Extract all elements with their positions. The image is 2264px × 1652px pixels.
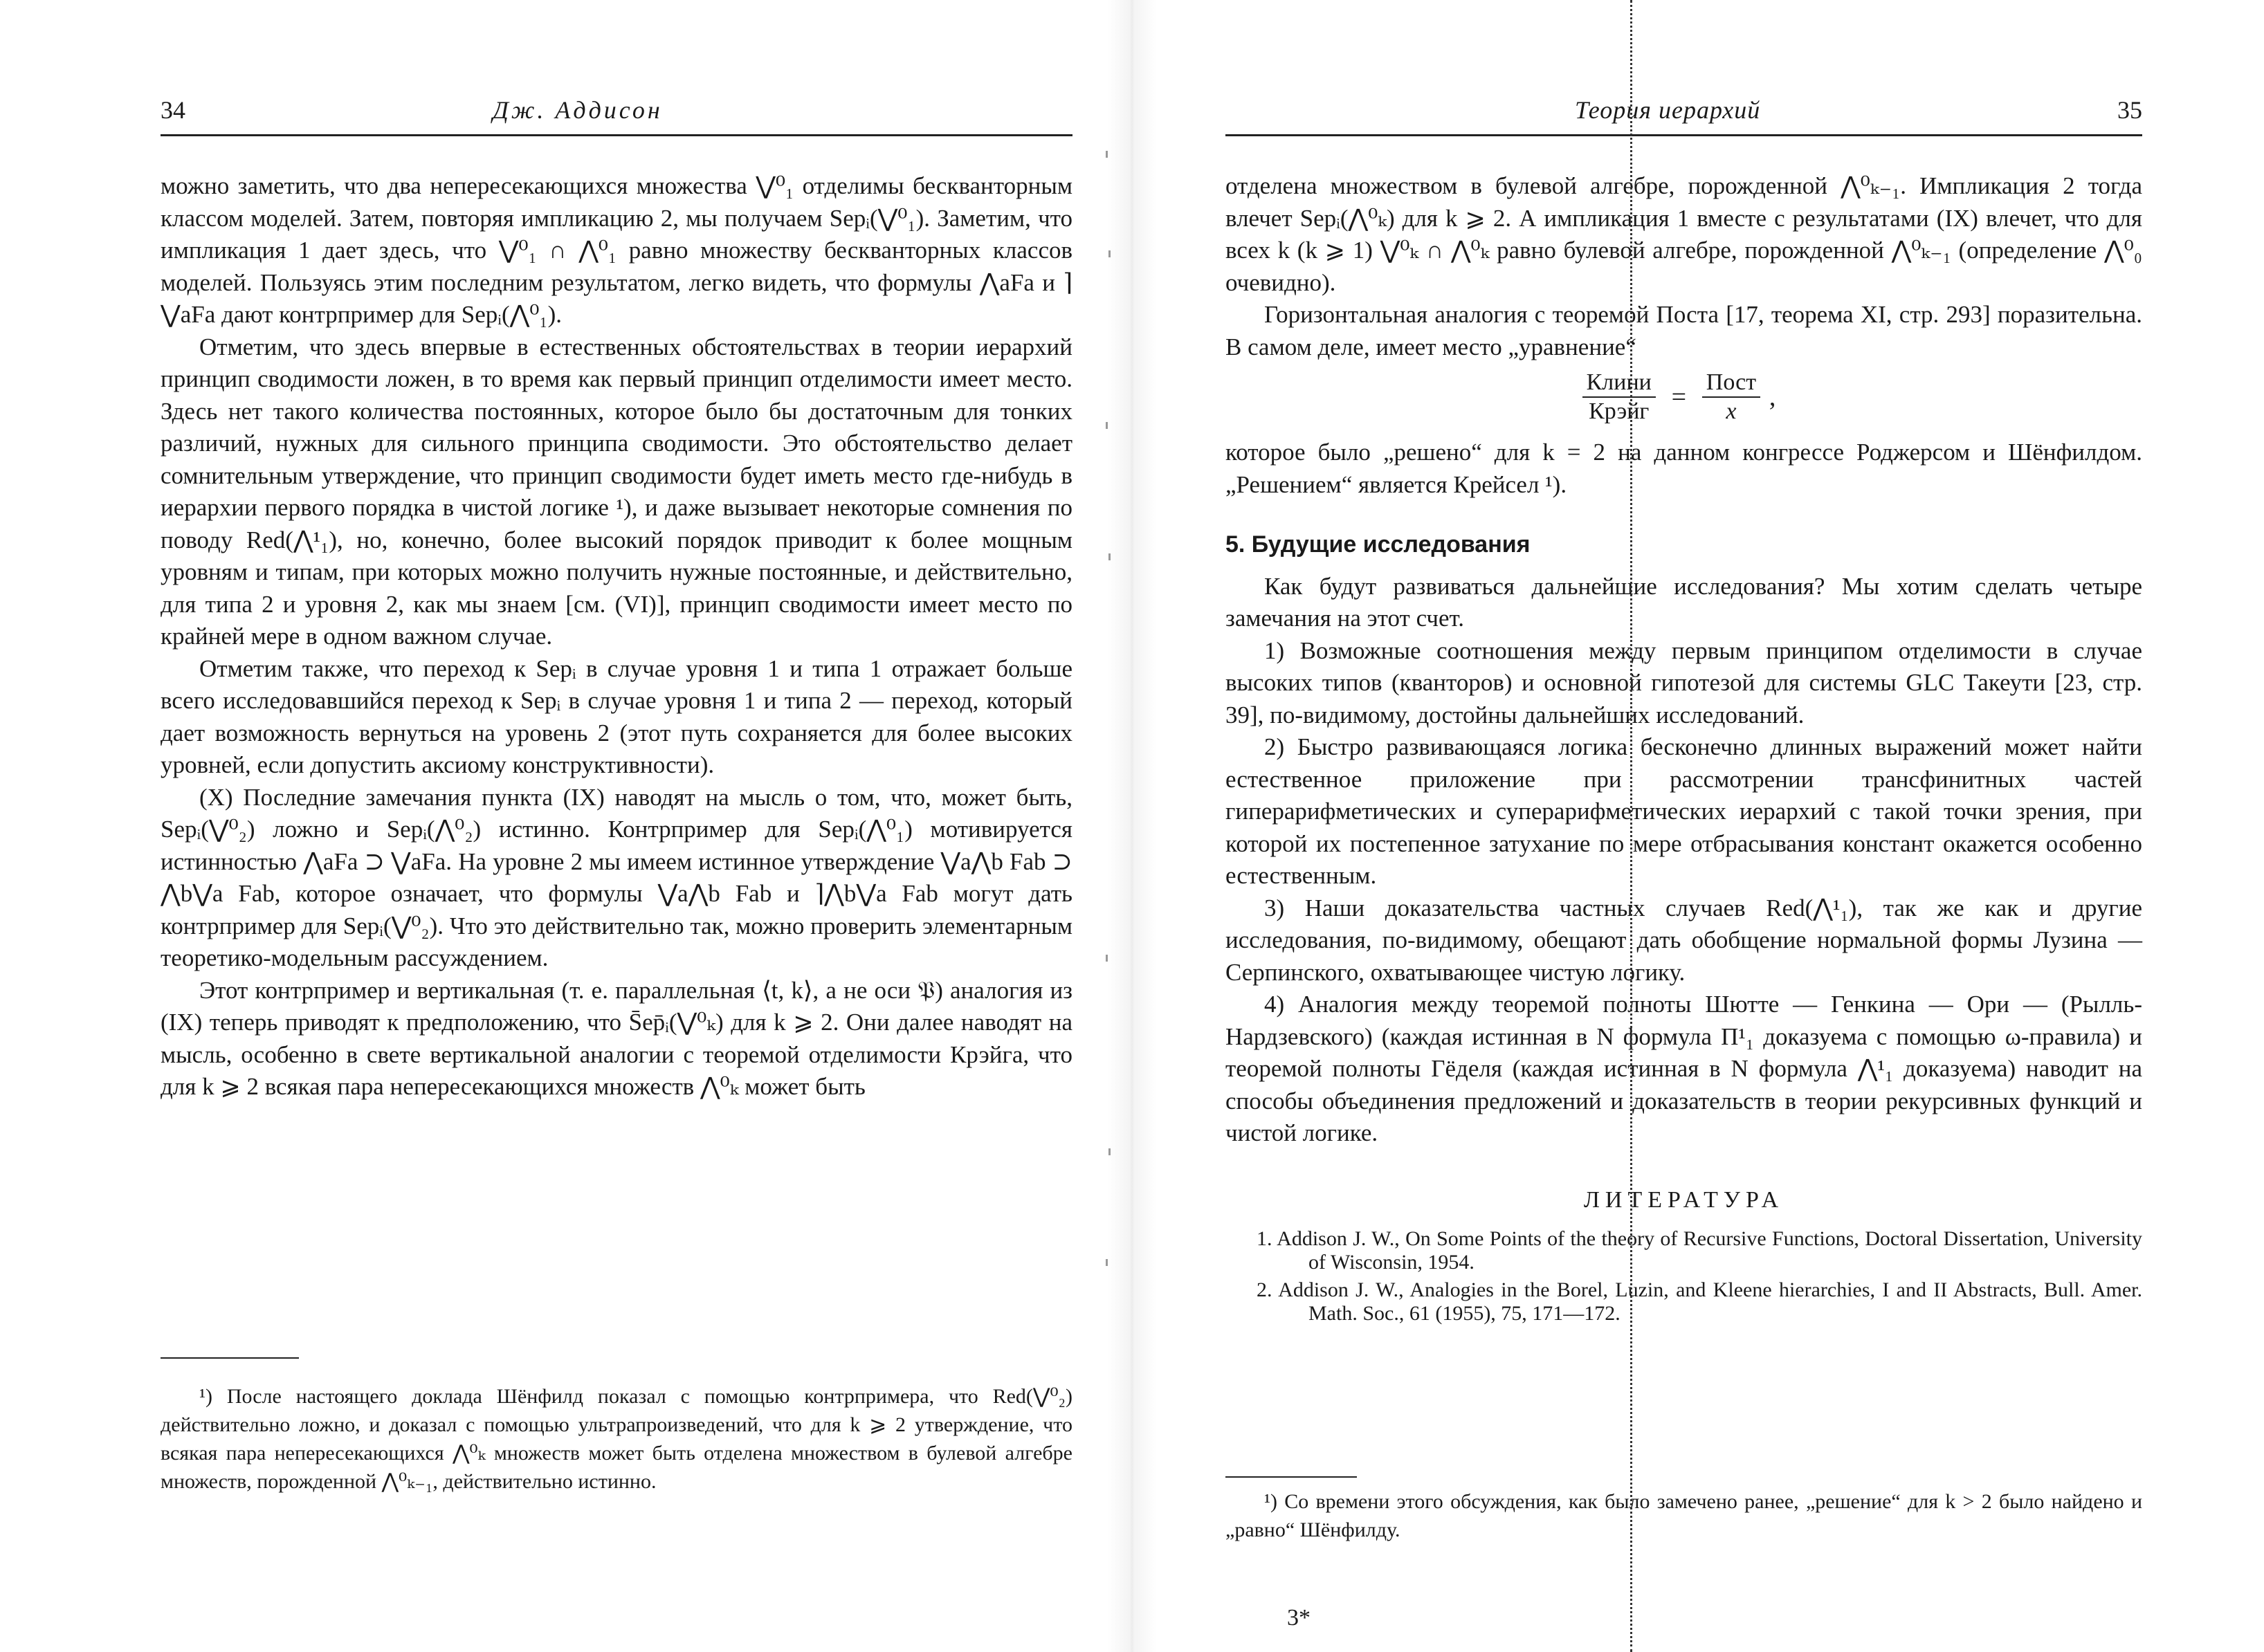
fraction-left-numerator: Клини [1582, 369, 1656, 398]
bibliography-item: 2. Addison J. W., Analogies in the Borel, Luzin, and Kleene hierarchies, I and II Abstracts, Bull. Amer. Math. Soc., 61 (1955), 75, 171—172. [1257, 1278, 2142, 1325]
signature-mark: 3* [1287, 1605, 1311, 1631]
margin-mark [1106, 422, 1108, 429]
left-footnote [161, 1382, 1072, 1496]
bibliography-heading: ЛИТЕРАТУРА [1583, 1186, 1784, 1213]
margin-mark [1108, 1148, 1111, 1155]
fraction-right-numerator: Пост [1702, 369, 1760, 398]
footnote-text: ¹) После настоящего доклада Шёнфилд показал с помощью контрпримера, что Red(⋁⁰₂) действительно ложно, и доказал с помощью ультрапроизведений, что для k ⩾ 2 утверждение, что всякая пара непересекающихся ⋀⁰ₖ множеств может быть отделена множеством в булевой алгебре множеств, порожденной ⋀⁰ₖ₋₁, действительно истинно. [161, 1385, 1072, 1493]
paragraph: Как будут развиваться дальнейшие исследования? Мы хотим сделать четыре замечания на этот счет. [1225, 572, 2142, 632]
margin-mark [1106, 1259, 1108, 1266]
fraction-right [1702, 369, 1760, 425]
paragraph: Отметим также, что переход к Sepᵢ в случае уровня 1 и типа 1 отражает больше всего исследовавшийся переход к Sepᵢ в случае уровня 1 и типа 2 — переход, который дает возможность вернуться на уровень 2 (этот путь сохраняется для более высоких уровней, если допустить аксиому конструктивности). [161, 654, 1072, 778]
right-running-title: Теория иерархий [1575, 96, 1761, 124]
margin-mark [1106, 151, 1108, 158]
analogy-equation [1225, 369, 2142, 430]
left-running-title: Дж. Аддисон [493, 96, 663, 124]
scan-fold-line [1630, 0, 1632, 1652]
left-body-text [161, 170, 1072, 1103]
paragraph: 3) Наши доказательства частных случаев Red(⋀¹₁), так же как и другие исследования, по-видимому, обещают дать обобщение нормальной формы Лузина — Серпинского, охватывающее чистую логику. [1225, 894, 2142, 986]
paragraph: 4) Аналогия между теоремой полноты Шютте — Генкина — Ори — (Рылль-Нардзевского) (каждая истинная в N формула Π¹₁ доказуема с помощью ω-правила) и теоремой полноты Гёделя (каждая истинная в N формула ⋀¹₁ доказуема) наводит на способы объединения предложений и доказательств в теории рекурсивных функций и чистой логике. [1225, 991, 2142, 1146]
margin-mark [1106, 955, 1108, 962]
formula-trailing-comma: , [1769, 382, 1776, 412]
paragraph: Отметим, что здесь впервые в естественных обстоятельствах в теории иерархий принцип сводимости ложен, в то время как первый принцип отделимости имеет место. Здесь нет такого количества постоянных, которое было бы достаточным для тонких различий, нужных для сильного принципа сводимости. Это обстоятельство делает сомнительным утверждение, что принцип сводимости будет иметь место где-нибудь в иерархии первого порядка в чистой логике ¹), и даже вызывает некоторые сомнения по поводу Red(⋀¹₁), но, конечно, более высокий порядок приводит к более мощным уровням и типам, при которых можно получить нужные постоянные, и действительно, для типа 2 и уровня 2, как мы знаем [см. (VI)], принцип сводимости имеет место по крайней мере в одном важном случае. [161, 333, 1072, 650]
fraction-left-denominator: Крэйг [1589, 398, 1650, 424]
left-page-number: 34 [161, 96, 185, 124]
right-footnote [1225, 1487, 2142, 1544]
paragraph: 2) Быстро развивающаяся логика бесконечно длинных выражений может найти естественное приложение при рассмотрении трансфинитных частей гиперарифметических и суперарифметических иерархий с такой точки зрения, при которой их постепенное затухание по мере отбрасывания констант окажется особенно естественным. [1225, 733, 2142, 889]
fraction-right-denominator: x [1726, 398, 1737, 424]
equals-sign: = [1671, 382, 1687, 412]
paragraph: (X) Последние замечания пункта (IX) наводят на мысль о том, что, может быть, Sepᵢ(⋁⁰₂) ложно и Sepᵢ(⋀⁰₂) истинно. Контрпример для Sepᵢ(⋀⁰₁) мотивируется истинностью ⋀aFa ⊃ ⋁aFa. На уровне 2 мы имеем истинное утверждение ⋁a⋀b Fab ⊃ ⋀b⋁a Fab, которое означает, что формулы ⋁a⋀b Fab и ⌉⋀b⋁a Fab могут дать контрпример для Sepᵢ(⋁⁰₂). Что это действительно так, можно проверить элементарным теоретико-модельным рассуждением. [161, 783, 1072, 971]
right-running-head [1225, 93, 2142, 136]
paragraph: которое было „решено“ для k = 2 на данном конгрессе Роджерсом и Шёнфилдом. „Решением“ является Крейсел ¹). [1225, 439, 2142, 498]
fraction-left [1582, 369, 1656, 425]
right-page-number: 35 [2117, 96, 2142, 124]
left-running-head [161, 93, 1072, 136]
paragraph: 1) Возможные соотношения между первым принципом отделимости в случае высоких типов (кванторов) и основной гипотезой для системы GLC Такеути [23, стр. 39], по-видимому, достойны дальнейших исследований. [1225, 636, 2142, 728]
margin-mark [1108, 250, 1111, 257]
right-body-text [1225, 170, 2142, 1330]
bibliography-item: 1. Addison J. W., On Some Points of the theory of Recursive Functions, Doctoral Dissertation, University of Wisconsin, 1954. [1257, 1227, 2142, 1274]
margin-mark [1108, 553, 1111, 560]
paragraph: можно заметить, что два непересекающихся множества ⋁⁰₁ отделимы бескванторным классом моделей. Затем, повторяя импликацию 2, мы получаем Sepᵢ(⋁⁰₁). Заметим, что импликация 1 дает здесь, что ⋁⁰₁ ∩ ⋀⁰₁ равно множеству бескванторных классов моделей. Пользуясь этим последним результатом, легко видеть, что формулы ⋀aFa и ⌉⋁aFa дают контрпример для Sepᵢ(⋀⁰₁). [161, 172, 1072, 328]
section-heading: 5. Будущие исследования [1225, 531, 1531, 558]
paragraph: отделена множеством в булевой алгебре, порожденной ⋀⁰ₖ₋₁. Импликация 2 тогда влечет Sepᵢ(⋀⁰ₖ) для k ⩾ 2. А импликация 1 вместе с результатами (IX) влечет, что для всех k (k ⩾ 1) ⋁⁰ₖ ∩ ⋀⁰ₖ равно булевой алгебре, порожденной ⋀⁰ₖ₋₁ (определение ⋀⁰₀ очевидно). [1225, 172, 2142, 296]
right-page [1132, 0, 2264, 1652]
footnote-rule [1225, 1476, 1357, 1478]
footnote-rule [161, 1357, 299, 1359]
footnote-text: ¹) Со времени этого обсуждения, как было замечено ранее, „решение“ для k > 2 было найдено и „равно“ Шёнфилду. [1225, 1490, 2142, 1541]
paragraph: Этот контрпример и вертикальная (т. е. параллельная ⟨t, k⟩, а не оси 𝔓) аналогия из (IX) теперь приводят к предположению, что S̄ep̄ᵢ(⋁⁰ₖ) для k ⩾ 2. Они далее наводят на мысль, особенно в свете вертикальной аналогии с теоремой отделимости Крэйга, что для k ⩾ 2 всякая пара непересекающихся множеств ⋀⁰ₖ может быть [161, 976, 1072, 1100]
paragraph: Горизонтальная аналогия с теоремой Поста [17, теорема XI, стр. 293] поразительна. В самом деле, имеет место „уравнение“ [1225, 301, 2142, 360]
